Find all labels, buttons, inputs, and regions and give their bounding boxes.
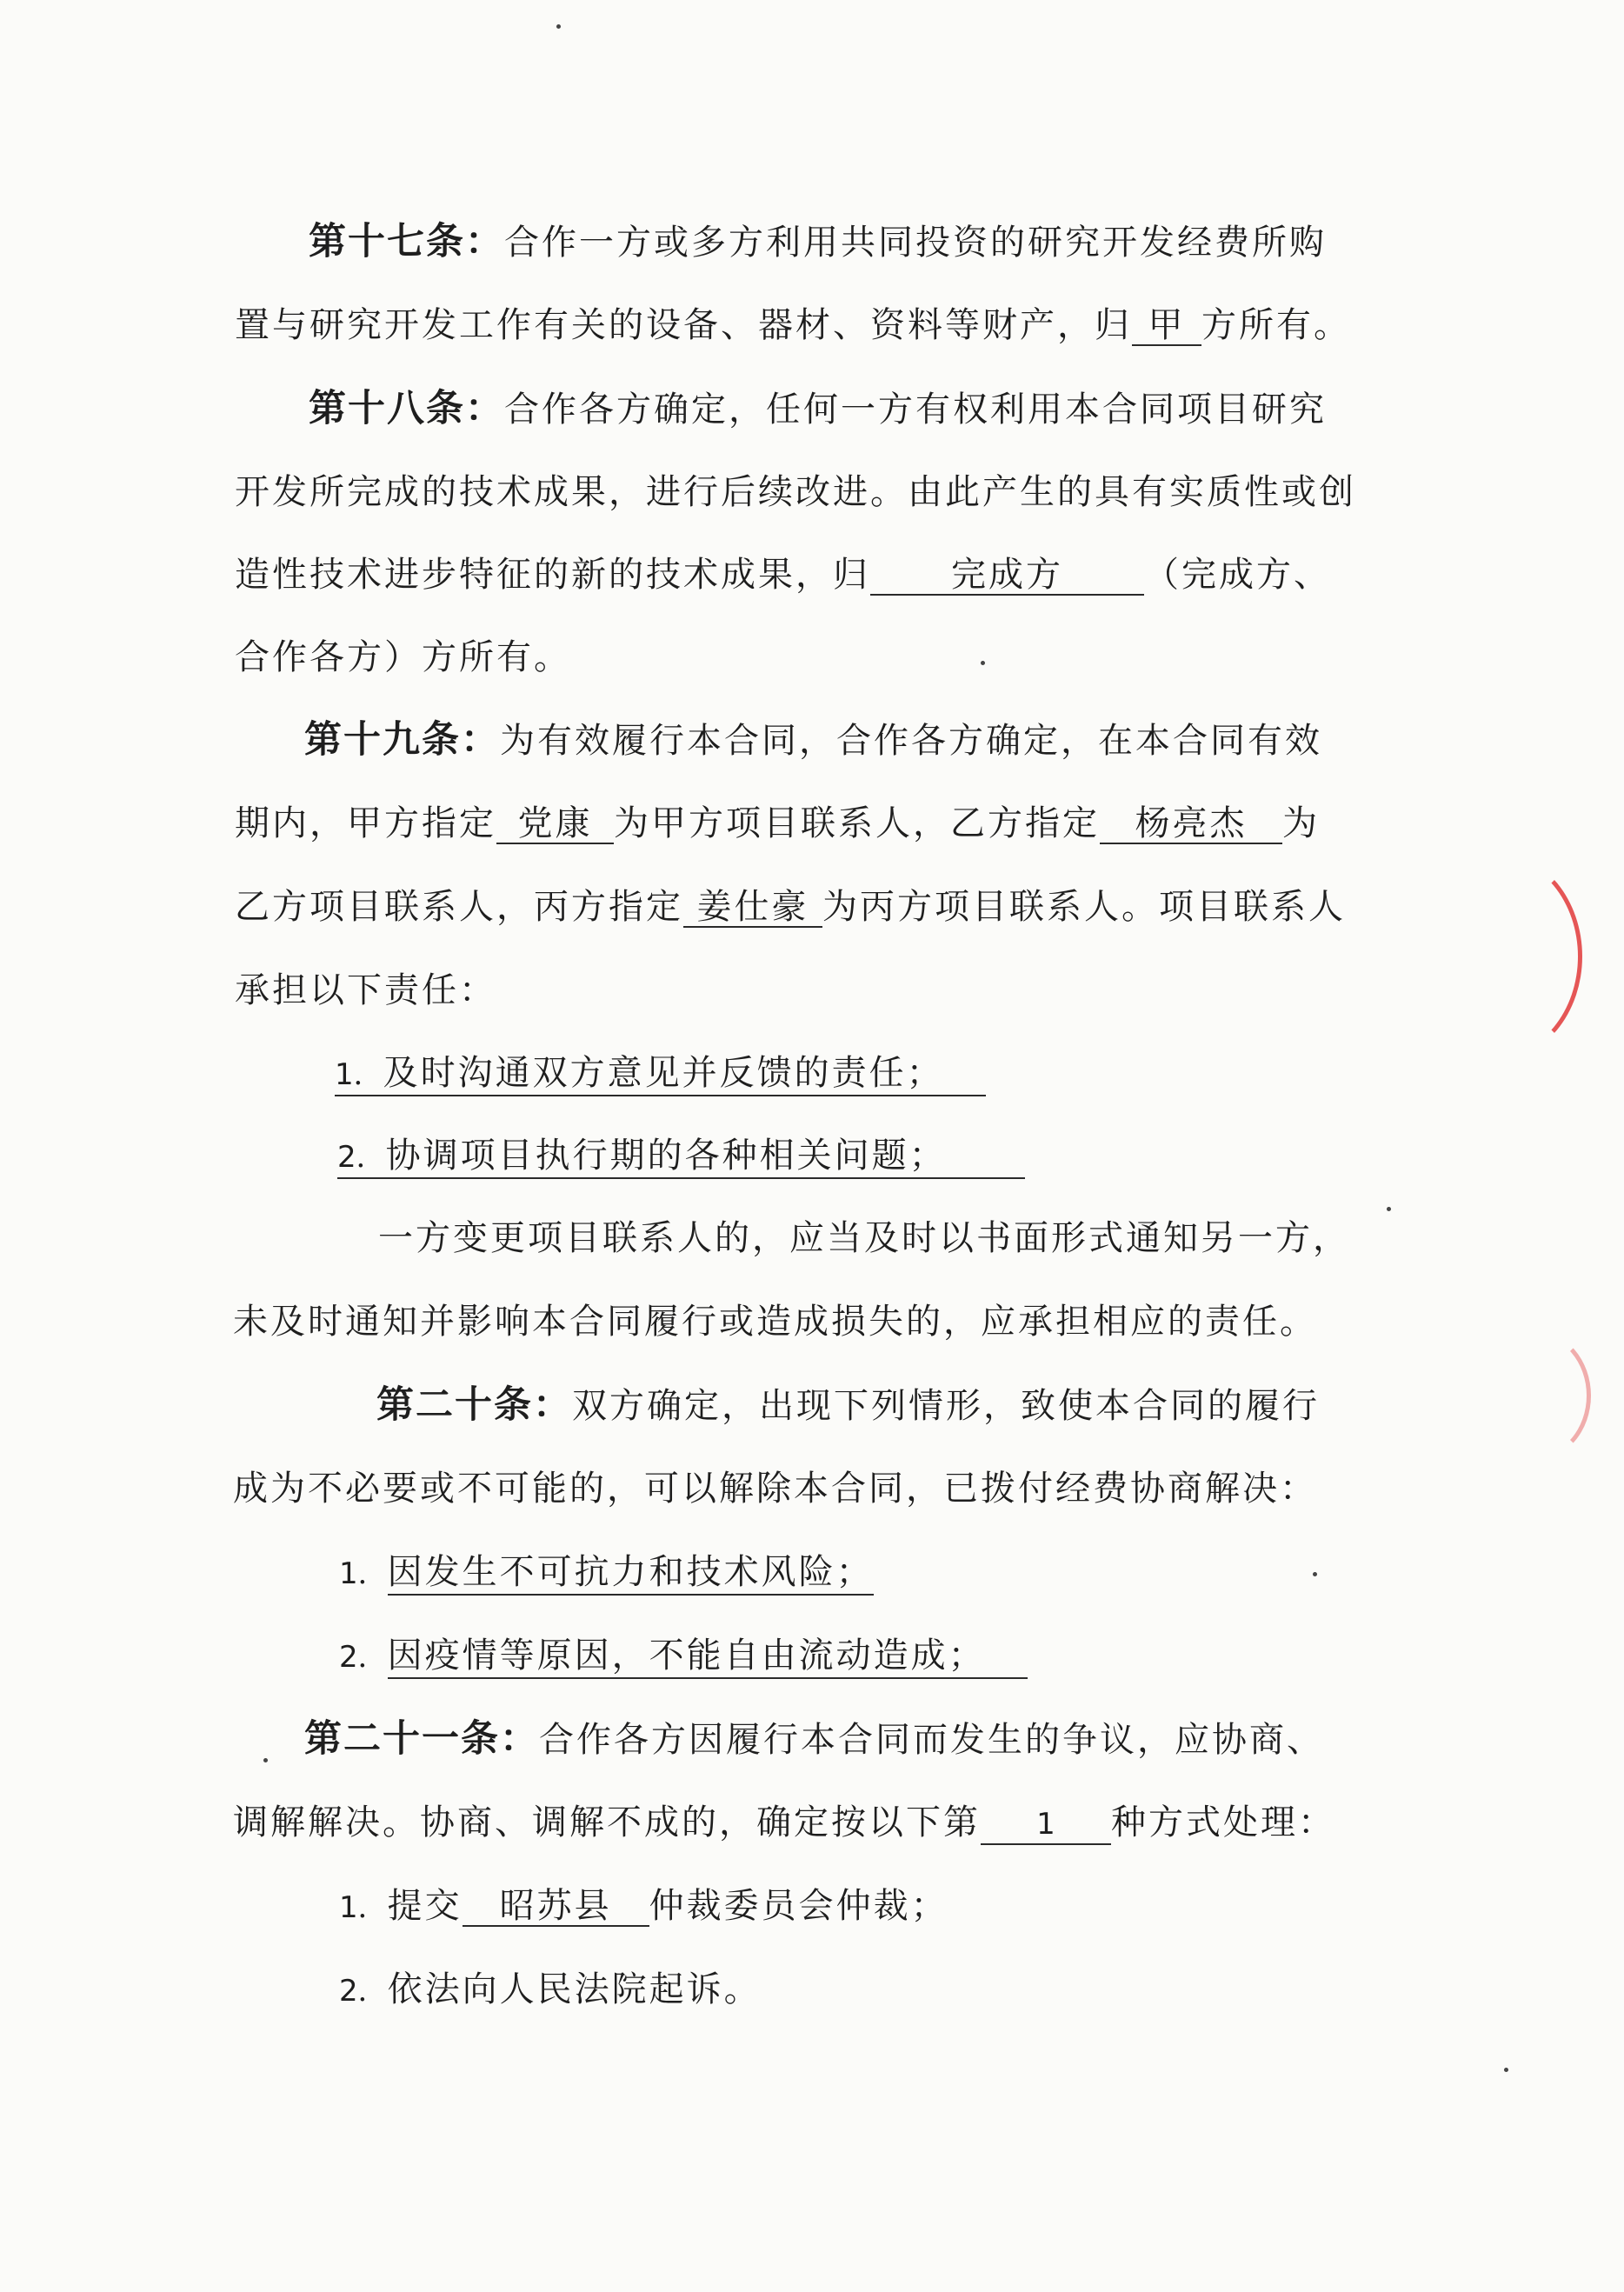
article-19-change-line-1 [378,1216,1350,1261]
article-17-line-1 [309,219,1327,265]
red-seal-fragment-upper [1408,852,1582,1061]
article-19-line-3 [235,884,1346,929]
article-21-option-2 [339,1967,762,2014]
option-1-text: 提交 [387,1886,463,1926]
article-19-text-6: 为丙方项目联系人。项目联系人 [822,887,1346,927]
article-18-line-1 [309,386,1327,432]
item-2-text: 因疫情等原因，不能自由流动造成； [388,1636,1028,1679]
contact-party-b-field: 杨亮杰 [1100,804,1282,844]
article-18-text: 合作各方确定，任何一方有权利用本合同项目研究 [504,390,1327,430]
article-18-text-4: （完成方、 [1144,555,1331,595]
article-20-line-1 [376,1383,1320,1429]
article-19-duty-2 [337,1133,1025,1180]
article-20-heading: 第二十条： [376,1383,572,1427]
scan-speck [1504,2068,1508,2072]
article-20-text-2: 成为不必要或不可能的，可以解除本合同，已拨付经费协商解决： [233,1469,1317,1509]
change-text-2: 未及时通知并影响本合同履行或造成损失的，应承担相应的责任。 [233,1302,1317,1342]
change-text-1: 一方变更项目联系人的，应当及时以书面形式通知另一方， [378,1218,1350,1258]
scan-speck [263,1758,268,1762]
duty-1-text: 及时沟通双方意见并反馈的责任； [383,1053,944,1093]
contact-party-a-field: 党康 [496,804,614,844]
article-18-heading: 第十八条： [309,387,504,430]
article-19-text-4: 为 [1282,803,1320,843]
duty-1-underline [335,1053,986,1096]
contact-party-c-field: 姜仕豪 [683,888,822,928]
article-18-text-3: 造性技术进步特征的新的技术成果，归 [235,555,870,595]
article-17-line-2 [235,303,1351,348]
article-18-text-5: 合作各方）方所有。 [235,637,571,677]
option-1-number: 1． [339,1890,388,1925]
article-19-text-3: 为甲方项目联系人，乙方指定 [614,803,1100,843]
article-19-text-5: 乙方项目联系人，丙方指定 [235,887,683,927]
duty-2-number: 2． [337,1140,386,1175]
article-19-heading: 第十九条： [304,718,500,762]
article-19-text: 为有效履行本合同，合作各方确定，在本合同有效 [500,721,1322,761]
article-21-line-2 [233,1800,1335,1845]
scan-speck [1313,1572,1317,1576]
item-1-text: 因发生不可抗力和技术风险； [388,1552,874,1596]
article-19-line-4 [235,968,496,1013]
dispute-method-field: 1 [981,1805,1111,1845]
item-2-number: 2． [339,1640,388,1675]
article-17-heading: 第十七条： [309,220,504,263]
article-17-text-3: 方所有。 [1201,305,1351,345]
article-19-text-2: 期内，甲方指定 [235,803,496,843]
article-17-text: 合作一方或多方利用共同投资的研究开发经费所购 [504,223,1327,263]
article-18-line-3 [235,552,1331,597]
article-21-line-1 [304,1716,1324,1762]
article-19-duty-1 [335,1050,986,1097]
option-2-number: 2． [339,1974,388,2009]
article-20-text: 双方确定，出现下列情形，致使本合同的履行 [572,1386,1320,1426]
option-1-text-2: 仲裁委员会仲裁； [649,1886,948,1926]
article-19-text-7: 承担以下责任： [235,970,496,1010]
arbitration-place-field: 昭苏县 [463,1887,649,1927]
article-21-text-2: 调解解决。协商、调解不成的，确定按以下第 [233,1802,981,1842]
article-21-text: 合作各方因履行本合同而发生的争议，应协商、 [539,1720,1324,1760]
scan-speck [981,661,985,665]
article-18-line-4 [235,635,571,680]
scan-speck [556,24,561,29]
article-20-line-2 [233,1466,1317,1511]
article-19-change-line-2 [233,1299,1317,1344]
article-21-option-1 [339,1883,948,1930]
article-17-text-2: 置与研究开发工作有关的设备、器材、资料等财产，归 [235,305,1132,345]
duty-2-underline [337,1136,1025,1179]
article-20-item-1 [339,1549,874,1596]
article-18-line-2 [235,470,1356,515]
duty-2-text: 协调项目执行期的各种相关问题； [385,1136,947,1176]
article-18-text-2: 开发所完成的技术成果，进行后续改进。由此产生的具有实质性或创 [235,472,1356,512]
article-17-owner-field: 甲 [1132,306,1201,346]
red-seal-fragment-lower [1478,1330,1591,1461]
article-21-text-3: 种方式处理： [1111,1802,1335,1842]
article-20-item-2 [339,1633,1028,1680]
scan-speck [1387,1207,1391,1211]
article-21-heading: 第二十一条： [304,1717,539,1761]
duty-1-number: 1． [335,1057,383,1092]
article-18-owner-field: 完成方 [870,556,1144,596]
item-1-number: 1． [339,1556,388,1591]
article-19-line-1 [304,717,1322,763]
article-19-line-2 [235,801,1320,846]
option-2-text: 依法向人民法院起诉。 [387,1969,762,2009]
